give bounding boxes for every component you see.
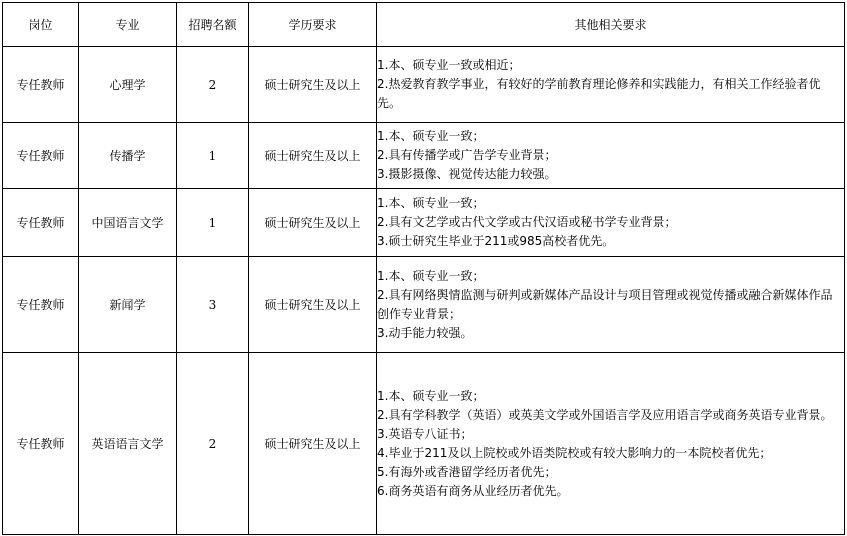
- header-education: 学历要求: [249, 3, 377, 47]
- table-header-row: [3, 3, 845, 47]
- header-count: 招聘名额: [177, 3, 249, 47]
- requirements-cell: [377, 123, 845, 189]
- major-cell: 中国语言文学: [79, 189, 177, 257]
- count-cell: 1: [177, 123, 249, 189]
- requirement-item: 2.具有学科教学（英语）或英美文学或外国语言学及应用语言学或商务英语专业背景。: [377, 407, 833, 422]
- header-major: 专业: [79, 3, 177, 47]
- requirement-item: 1.本、硕专业一致；: [377, 268, 485, 283]
- requirement-item: 3.英语专八证书；: [377, 426, 473, 441]
- requirements-cell: [377, 47, 845, 123]
- requirement-item: 1.本、硕专业一致；: [377, 388, 485, 403]
- requirements-cell: [377, 353, 845, 535]
- requirements-cell: [377, 257, 845, 353]
- requirement-item: 4.毕业于211及以上院校或外语类院校或有较大影响力的一本院校者优先；: [377, 445, 772, 460]
- requirement-item: 1.本、硕专业一致或相近；: [377, 58, 521, 72]
- position-cell: 专任教师: [3, 189, 79, 257]
- requirements-cell: [377, 189, 845, 257]
- major-cell: 传播学: [79, 123, 177, 189]
- major-cell: 心理学: [79, 47, 177, 123]
- count-cell: 3: [177, 257, 249, 353]
- count-cell: 2: [177, 353, 249, 535]
- position-cell: 专任教师: [3, 123, 79, 189]
- header-other-requirements: 其他相关要求: [377, 3, 845, 47]
- requirement-item: 2.热爱教育教学事业，有较好的学前教育理论修养和实践能力，有相关工作经验者优先。: [377, 77, 821, 110]
- table-row: [3, 189, 845, 257]
- header-position: 岗位: [3, 3, 79, 47]
- table-row: [3, 257, 845, 353]
- table-row: [3, 353, 845, 535]
- requirement-item: 2.具有文艺学或古代文学或古代汉语或秘书学专业背景；: [377, 215, 677, 229]
- major-cell: 英语语言文学: [79, 353, 177, 535]
- table-row: [3, 47, 845, 123]
- requirement-item: 2.具有网络舆情监测与研判或新媒体产品设计与项目管理或视觉传播或融合新媒体作品创作专业背景；: [377, 287, 833, 321]
- education-cell: 硕士研究生及以上: [249, 123, 377, 189]
- education-cell: 硕士研究生及以上: [249, 189, 377, 257]
- requirement-item: 1.本、硕专业一致；: [377, 196, 485, 210]
- requirement-item: 1.本、硕专业一致；: [377, 129, 485, 143]
- education-cell: 硕士研究生及以上: [249, 353, 377, 535]
- requirement-item: 6.商务英语有商务从业经历者优先。: [377, 483, 569, 498]
- education-cell: 硕士研究生及以上: [249, 257, 377, 353]
- count-cell: 2: [177, 47, 249, 123]
- table-row: [3, 123, 845, 189]
- position-cell: 专任教师: [3, 47, 79, 123]
- position-cell: 专任教师: [3, 257, 79, 353]
- recruitment-table: [2, 2, 845, 535]
- count-cell: 1: [177, 189, 249, 257]
- requirement-item: 3.动手能力较强。: [377, 325, 473, 340]
- requirement-item: 3.硕士研究生毕业于211或985高校者优先。: [377, 234, 615, 248]
- requirement-item: 5.有海外或香港留学经历者优先；: [377, 464, 557, 479]
- major-cell: 新闻学: [79, 257, 177, 353]
- requirement-item: 3.摄影摄像、视觉传达能力较强。: [377, 167, 557, 181]
- requirement-item: 2.具有传播学或广告学专业背景；: [377, 148, 557, 162]
- position-cell: 专任教师: [3, 353, 79, 535]
- education-cell: 硕士研究生及以上: [249, 47, 377, 123]
